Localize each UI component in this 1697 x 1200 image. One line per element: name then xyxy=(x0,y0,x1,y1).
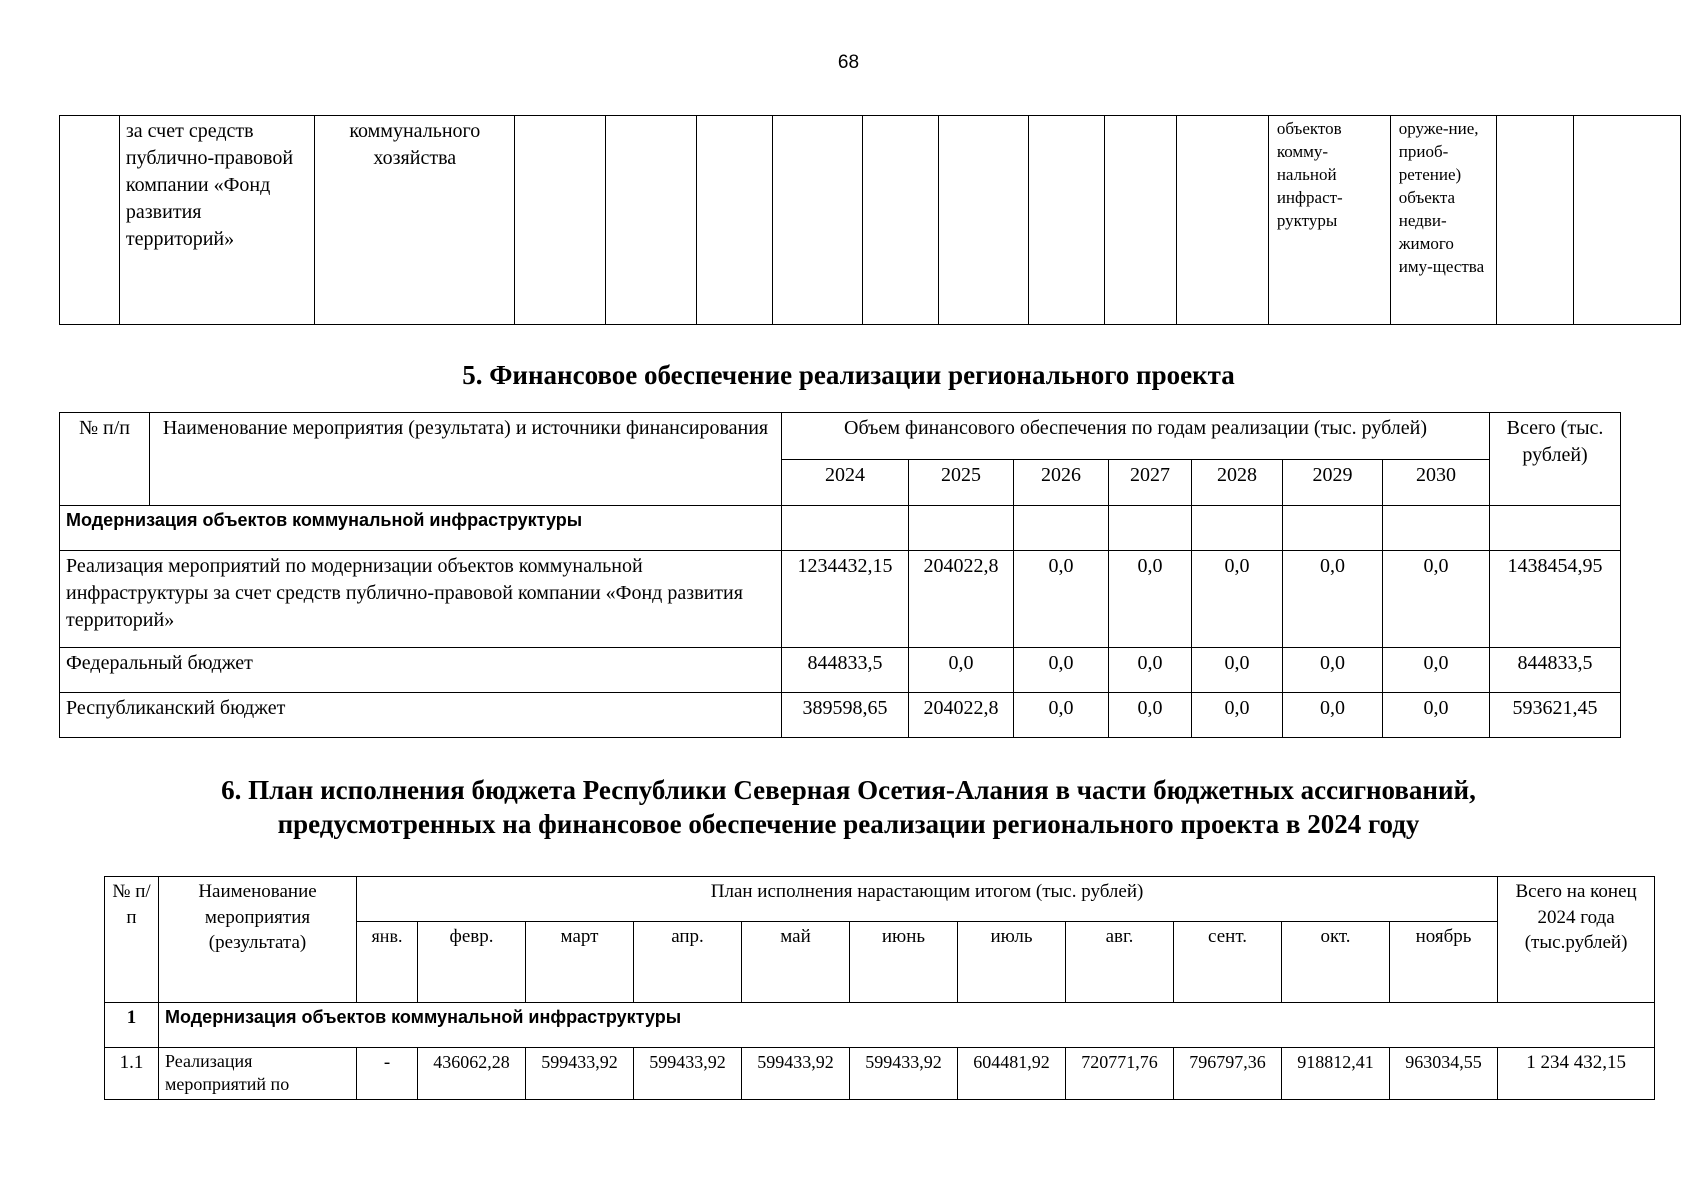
row-name: Реализация мероприятий по xyxy=(159,1048,357,1100)
cell xyxy=(60,116,120,325)
row-name: Федеральный бюджет xyxy=(60,648,782,693)
row-value: 0,0 xyxy=(1383,693,1490,738)
header-month: май xyxy=(742,922,850,1003)
cell xyxy=(863,116,939,325)
header-month: ноябрь xyxy=(1390,922,1498,1003)
header-name: Наименование мероприятия (результата) и источники финансирования xyxy=(150,413,782,506)
header-year: 2029 xyxy=(1283,459,1383,506)
table-row xyxy=(105,1048,1655,1100)
continuation-table xyxy=(59,115,1681,325)
cell-funding-source: за счет средств публично-правовой компании «Фонд развития территорий» xyxy=(119,116,315,325)
header-num: № п/п xyxy=(105,877,159,1003)
cell xyxy=(1177,116,1268,325)
header-row xyxy=(60,413,1621,460)
row-value: 604481,92 xyxy=(958,1048,1066,1100)
cell xyxy=(1496,116,1573,325)
header-month: авг. xyxy=(1066,922,1174,1003)
cell xyxy=(1283,506,1383,551)
row-total: 1438454,95 xyxy=(1490,551,1621,648)
header-year: 2027 xyxy=(1109,459,1192,506)
row-value: 0,0 xyxy=(1383,648,1490,693)
row-value: 0,0 xyxy=(1283,648,1383,693)
row-value: 0,0 xyxy=(909,648,1014,693)
row-name: Республиканский бюджет xyxy=(60,693,782,738)
row-num: 1.1 xyxy=(105,1048,159,1100)
cell xyxy=(515,116,605,325)
section-6-title xyxy=(0,774,1697,842)
table-row xyxy=(60,551,1621,648)
row-value: 918812,41 xyxy=(1282,1048,1390,1100)
table-row xyxy=(60,648,1621,693)
section-6-title-line-2: предусмотренных на финансовое обеспечение реализации регионального проекта в 2024 году xyxy=(277,808,1420,839)
header-total: Всего на конец 2024 года (тыс.рублей) xyxy=(1498,877,1655,1003)
header-volume: Объем финансового обеспечения по годам реализации (тыс. рублей) xyxy=(782,413,1490,460)
row-value: 436062,28 xyxy=(418,1048,526,1100)
header-year: 2026 xyxy=(1014,459,1109,506)
header-month: июнь xyxy=(850,922,958,1003)
cell xyxy=(909,506,1014,551)
cell xyxy=(1192,506,1283,551)
row-value: 599433,92 xyxy=(850,1048,958,1100)
header-month: сент. xyxy=(1174,922,1282,1003)
cell xyxy=(605,116,696,325)
cell xyxy=(1029,116,1105,325)
header-num: № п/п xyxy=(60,413,150,506)
table-row xyxy=(60,693,1621,738)
header-year: 2025 xyxy=(909,459,1014,506)
header-month: март xyxy=(526,922,634,1003)
cell xyxy=(782,506,909,551)
row-value: 796797,36 xyxy=(1174,1048,1282,1100)
cell xyxy=(772,116,862,325)
group-num: 1 xyxy=(105,1003,159,1048)
row-value: 204022,8 xyxy=(909,551,1014,648)
row-value: 0,0 xyxy=(1109,693,1192,738)
header-month: июль xyxy=(958,922,1066,1003)
row-value: 0,0 xyxy=(1109,648,1192,693)
header-name: Наименование мероприятия (результата) xyxy=(159,877,357,1003)
header-row xyxy=(105,877,1655,922)
row-value: 0,0 xyxy=(1192,648,1283,693)
cell xyxy=(938,116,1028,325)
header-month: окт. xyxy=(1282,922,1390,1003)
header-year: 2024 xyxy=(782,459,909,506)
cell-economy-sector: коммунального хозяйства xyxy=(315,116,515,325)
header-year: 2030 xyxy=(1383,459,1490,506)
row-value: 0,0 xyxy=(1283,551,1383,648)
row-value: 0,0 xyxy=(1283,693,1383,738)
section-5-title: 5. Финансовое обеспечение реализации регионального проекта xyxy=(462,360,1235,390)
row-value: 204022,8 xyxy=(909,693,1014,738)
page-number: 68 xyxy=(837,52,860,73)
row-value: 0,0 xyxy=(1014,551,1109,648)
row-value: 0,0 xyxy=(1192,693,1283,738)
cell xyxy=(1109,506,1192,551)
cell-property: оруже-ние, приоб-ретение) объекта недви-жимого иму-щества xyxy=(1390,116,1496,325)
cell xyxy=(1490,506,1621,551)
header-year: 2028 xyxy=(1192,459,1283,506)
row-value: 599433,92 xyxy=(634,1048,742,1100)
row-total: 844833,5 xyxy=(1490,648,1621,693)
row-total: 593621,45 xyxy=(1490,693,1621,738)
row-value: 1234432,15 xyxy=(782,551,909,648)
group-row xyxy=(60,506,1621,551)
row-value: 599433,92 xyxy=(742,1048,850,1100)
row-value: 0,0 xyxy=(1014,693,1109,738)
header-month: февр. xyxy=(418,922,526,1003)
header-plan: План исполнения нарастающим итогом (тыс. рублей) xyxy=(357,877,1498,922)
group-row xyxy=(105,1003,1655,1048)
cell xyxy=(696,116,772,325)
cell xyxy=(1104,116,1177,325)
row-value: 0,0 xyxy=(1014,648,1109,693)
row-value: 0,0 xyxy=(1109,551,1192,648)
cell xyxy=(1573,116,1680,325)
row-value: 0,0 xyxy=(1383,551,1490,648)
header-month: апр. xyxy=(634,922,742,1003)
table-row xyxy=(60,116,1681,325)
row-value: 720771,76 xyxy=(1066,1048,1174,1100)
cell xyxy=(1383,506,1490,551)
row-name: Реализация мероприятий по модернизации объектов коммунальной инфраструктуры за счет средств публично-правовой компании «Фонд развития территорий» xyxy=(60,551,782,648)
group-title: Модернизация объектов коммунальной инфраструктуры xyxy=(60,506,782,551)
header-month: янв. xyxy=(357,922,418,1003)
row-value: 844833,5 xyxy=(782,648,909,693)
section-6-title-line-1: 6. План исполнения бюджета Республики Северная Осетия-Алания в части бюджетных ассигнований, xyxy=(221,775,1476,805)
row-value: 0,0 xyxy=(1192,551,1283,648)
budget-plan-table xyxy=(104,876,1655,1100)
cell xyxy=(1014,506,1109,551)
header-total: Всего (тыс. рублей) xyxy=(1490,413,1621,506)
row-value: 963034,55 xyxy=(1390,1048,1498,1100)
financing-table xyxy=(59,412,1621,738)
row-value: - xyxy=(357,1048,418,1100)
row-value: 599433,92 xyxy=(526,1048,634,1100)
row-total: 1 234 432,15 xyxy=(1498,1048,1655,1100)
row-value: 389598,65 xyxy=(782,693,909,738)
group-title: Модернизация объектов коммунальной инфраструктуры xyxy=(159,1003,1655,1048)
cell-infrastructure: объектов комму-нальной инфраст-руктуры xyxy=(1268,116,1390,325)
